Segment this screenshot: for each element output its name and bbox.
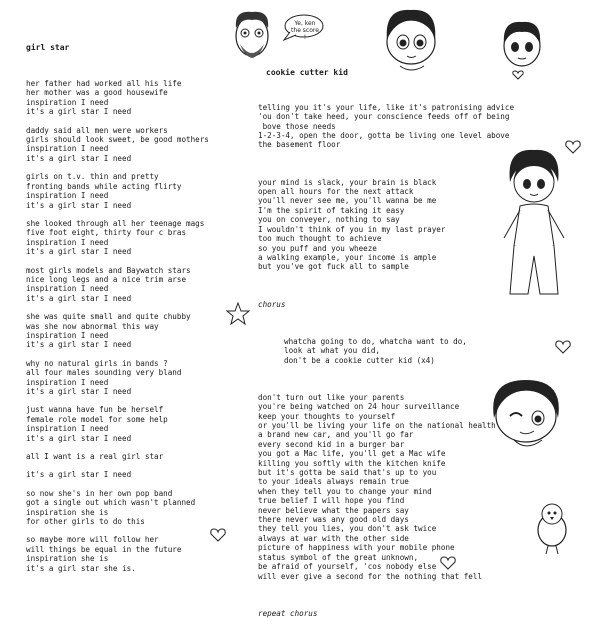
stanza bbox=[26, 312, 241, 350]
stanza bbox=[26, 489, 241, 527]
lyric-line: all I want is a real girl star bbox=[26, 452, 164, 462]
lyric-line: got a single out which wasn't planned bbox=[26, 498, 196, 508]
lyric-line: inspiration she is bbox=[26, 554, 109, 564]
lyric-line: it's a girl star I need bbox=[26, 153, 132, 163]
lyric-line: too much thought to achieve bbox=[258, 234, 382, 244]
lyric-line: it's a girl star I need bbox=[26, 107, 132, 117]
song-title: girl star bbox=[26, 42, 70, 52]
girl-figure-drawing bbox=[494, 146, 574, 306]
lyric-line: every second kid in a burger bar bbox=[258, 439, 405, 449]
lyric-line: be afraid of yourself, 'cos nobody else bbox=[258, 562, 437, 572]
lyric-line: it's a girl star I need bbox=[26, 247, 132, 257]
lyric-line: 'ou don't take heed, your conscience feeds off of being bbox=[258, 112, 510, 122]
stanza bbox=[26, 266, 241, 304]
lyric-line: it's a girl star I need bbox=[26, 293, 132, 303]
stanza bbox=[26, 219, 241, 257]
man-face-drawing bbox=[222, 4, 282, 68]
lyric-line: I'm the spirit of taking it easy bbox=[258, 205, 405, 215]
lyric-line: or you'll be living your life on the national health bbox=[258, 421, 496, 430]
lyric-line: girls on t.v. thin and pretty bbox=[26, 172, 159, 182]
stanza bbox=[26, 172, 241, 210]
repeat-chorus-label: repeat chorus bbox=[258, 608, 318, 618]
heart-icon bbox=[555, 340, 571, 354]
chorus-label: chorus bbox=[258, 299, 286, 309]
lyric-line: you'll never see me, you'll wanna be me bbox=[258, 196, 437, 206]
lyric-line: whatcha going to do, whatcha want to do, bbox=[284, 336, 467, 346]
lyric-line: daddy said all men were workers bbox=[26, 125, 168, 135]
lyric-line: inspiration I need bbox=[26, 284, 109, 294]
lyric-line: her mother was a good housewife bbox=[26, 88, 168, 98]
lyric-line: keep your thoughts to yourself bbox=[258, 411, 396, 421]
girl-star-lyrics bbox=[26, 24, 241, 592]
lyric-line: it's a girl star I need bbox=[26, 433, 132, 443]
lyric-line: so maybe more will follow her bbox=[26, 535, 159, 545]
lyric-line: she was quite small and quite chubby bbox=[26, 312, 191, 322]
lyric-line: inspiration I need bbox=[26, 191, 109, 201]
lyric-line: a walking example, your income is ample bbox=[258, 252, 437, 262]
lyric-line: but you've got fuck all to sample bbox=[258, 262, 409, 272]
stanza bbox=[26, 535, 241, 573]
lyric-line: look at what you did, bbox=[284, 346, 381, 356]
lyric-line: will things be equal in the future bbox=[26, 544, 182, 554]
lyric-line: so now she's in her own pop band bbox=[26, 488, 173, 498]
lyric-line: never believe what the papers say bbox=[258, 505, 409, 515]
lyric-line: inspiration I need bbox=[26, 237, 109, 247]
lyric-line: killing you softly with the kitchen knife bbox=[258, 458, 446, 468]
stanza bbox=[26, 452, 241, 461]
lyric-line: they tell you lies, you don't ask twice bbox=[258, 524, 437, 534]
lyric-line: a brand new car, and you'll go far bbox=[258, 430, 414, 440]
lyric-line: inspiration I need bbox=[26, 97, 109, 107]
lyric-line: you're being watched on 24 hour surveillance bbox=[258, 402, 460, 412]
heart-icon bbox=[210, 528, 226, 542]
lyric-line: all four males sounding very bland bbox=[26, 368, 182, 378]
heart-icon bbox=[440, 556, 456, 570]
lyric-line: status symbol of the great unknown, bbox=[258, 552, 419, 562]
lyric-line: 1-2-3-4, open the door, gotta be living one level above bbox=[258, 131, 510, 141]
lyric-line: five foot eight, thirty four c bras bbox=[26, 228, 187, 238]
lyric-line: inspiration she is bbox=[26, 507, 109, 517]
stanza-list bbox=[26, 79, 241, 573]
lyric-line: why no natural girls in bands ? bbox=[26, 358, 168, 368]
lyric-line: it's a girl star she is. bbox=[26, 563, 136, 573]
lyric-line: it's a girl star I need bbox=[26, 200, 132, 210]
lyric-line: just wanna have fun be herself bbox=[26, 405, 164, 415]
boy-face-drawing bbox=[492, 14, 552, 74]
lyric-line: was she now abnormal this way bbox=[26, 321, 159, 331]
lyric-line: you on conveyer, nothing to say bbox=[258, 215, 400, 225]
stanza bbox=[26, 126, 241, 164]
lyric-line: inspiration I need bbox=[26, 330, 109, 340]
lyric-line: don't turn out like your parents bbox=[258, 392, 405, 402]
lyric-line: female role model for some help bbox=[26, 414, 168, 424]
lyric-line: you got a Mac life, you'll get a Mac wife bbox=[258, 449, 446, 459]
lyric-line: will ever give a second for the nothing that fell bbox=[258, 571, 483, 581]
stanza bbox=[26, 470, 241, 479]
lyric-line: your mind is slack, your brain is black bbox=[258, 177, 437, 187]
girl-face-drawing bbox=[376, 4, 446, 76]
lyric-line: open all hours for the next attack bbox=[258, 187, 414, 197]
lyric-line: most girls models and Baywatch stars bbox=[26, 265, 191, 275]
chick-drawing bbox=[530, 500, 574, 556]
lyric-line: don't be a cookie cutter kid (x4) bbox=[284, 355, 435, 365]
lyric-line: fronting bands while acting flirty bbox=[26, 181, 182, 191]
lyric-line: it's a girl star I need bbox=[26, 340, 132, 350]
stanza bbox=[26, 405, 241, 443]
winking-girl-drawing bbox=[480, 376, 572, 456]
lyric-line: inspiration I need bbox=[26, 377, 109, 387]
lyric-line: to your ideals always remain true bbox=[258, 477, 409, 487]
lyric-line: her father had worked all his life bbox=[26, 79, 182, 89]
lyric-line: always at war with the other side bbox=[258, 533, 409, 543]
lyric-line: for other girls to do this bbox=[26, 517, 145, 527]
stanza bbox=[26, 359, 241, 397]
lyric-line: inspiration I need bbox=[26, 424, 109, 434]
lyric-line: the basement floor bbox=[258, 140, 341, 150]
heart-icon bbox=[512, 70, 524, 80]
lyric-line: bove those needs bbox=[258, 121, 336, 131]
verse-1 bbox=[258, 103, 558, 150]
lyric-line: nice long legs and a nice trim arse bbox=[26, 274, 187, 284]
lyric-line: when they tell you to change your mind bbox=[258, 486, 432, 496]
speech-bubble-text: Ye, ken the score ! bbox=[291, 20, 319, 41]
lyric-line: so you puff and you wheeze bbox=[258, 243, 377, 253]
lyric-line: picture of happiness with your mobile phone bbox=[258, 543, 455, 553]
stanza bbox=[26, 79, 241, 117]
lyric-line: but it's gotta be said that's up to you bbox=[258, 468, 437, 478]
lyric-line: it's a girl star I need bbox=[26, 470, 132, 480]
heart-icon bbox=[565, 140, 581, 154]
lyric-line: I wouldn't think of you in my last prayer bbox=[258, 224, 446, 234]
lyric-line: telling you it's your life, like it's patronising advice bbox=[258, 102, 515, 112]
lyric-line: true belief I will hope you find bbox=[258, 496, 405, 506]
chorus bbox=[258, 337, 558, 365]
lyric-line: girls should look sweet, be good mothers bbox=[26, 135, 209, 145]
lyric-line: there never was any good old days bbox=[258, 515, 409, 525]
lyric-line: it's a girl star I need bbox=[26, 387, 132, 396]
lyric-line: inspiration I need bbox=[26, 144, 109, 154]
song-title: cookie cutter kid bbox=[266, 68, 348, 77]
star-icon bbox=[226, 302, 250, 326]
lyric-line: she looked through all her teenage mags bbox=[26, 218, 205, 228]
